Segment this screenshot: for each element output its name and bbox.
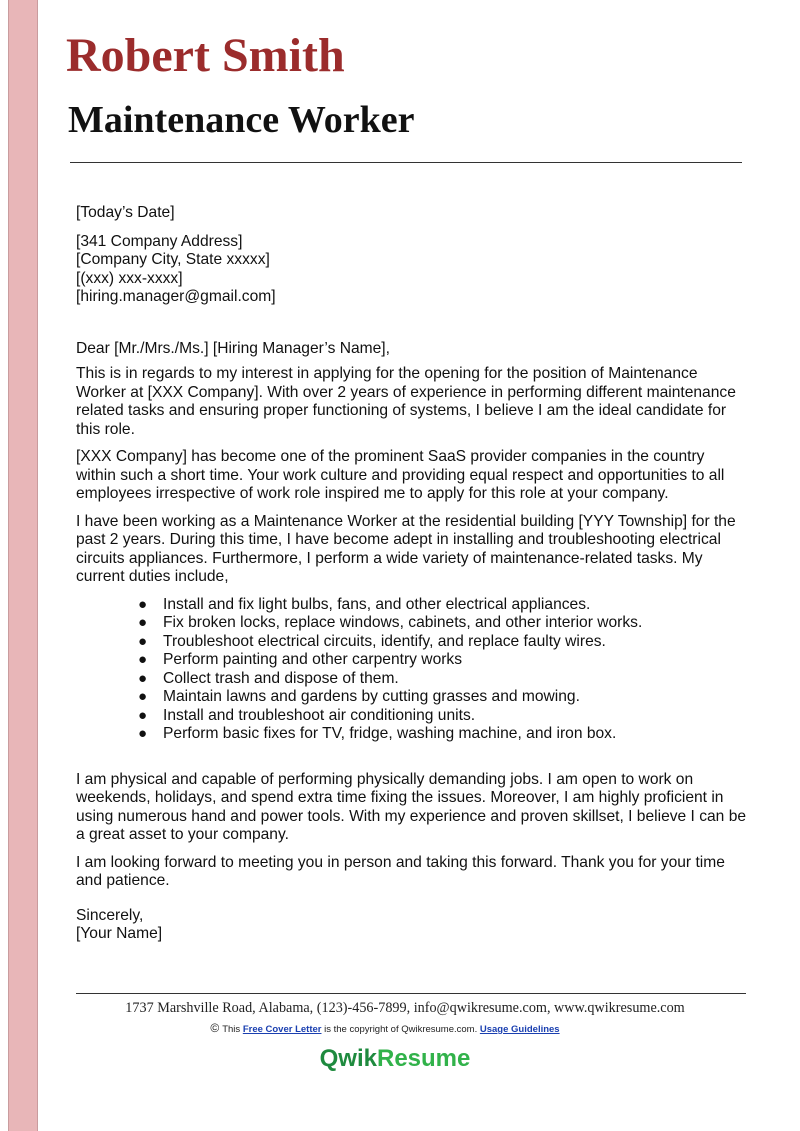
letter-body	[76, 204, 748, 944]
address-line: [(xxx) xxx-xxxx]	[76, 269, 183, 287]
footer-contact: 1737 Marshville Road, Alabama, (123)-456-7899, info@qwikresume.com, www.qwikresume.com	[125, 1000, 685, 1016]
bullet-icon: ●	[138, 725, 148, 742]
list-item	[76, 651, 748, 670]
bullet-icon: ●	[138, 688, 148, 705]
applicant-name: Robert Smith	[66, 29, 345, 82]
signature-name: [Your Name]	[76, 925, 163, 942]
address-line: [341 Company Address]	[76, 232, 243, 250]
header-divider	[70, 162, 742, 163]
bullet-icon: ●	[138, 706, 148, 724]
bullet-icon: ●	[138, 595, 148, 613]
duty-text: Troubleshoot electrical circuits, identify, and replace faulty wires.	[163, 632, 606, 650]
list-item	[76, 688, 748, 707]
paragraph-thanks: I am looking forward to meeting you in person and taking this forward. Thank you for your time and patience.	[76, 853, 725, 889]
duties-list	[76, 596, 748, 744]
duty-text: Perform painting and other carpentry works	[163, 651, 463, 668]
list-item	[76, 614, 748, 633]
footer-divider	[76, 993, 746, 994]
bullet-icon: ●	[138, 651, 148, 668]
paragraph-intro: This is in regards to my interest in applying for the opening for the position of Maintenance Worker at [XXX Company]. With over 2 years of experience in performing different maintenance related tasks and ensuring proper functioning of systems, I believe I am the ideal candidate for this role.	[76, 365, 736, 438]
qwikresume-logo[interactable]	[0, 1045, 790, 1073]
address-line: [hiring.manager@gmail.com]	[76, 288, 276, 305]
paragraph-company: [XXX Company] has become one of the prominent SaaS provider companies in the country within such a short time. Your work culture and providing equal respect and opportunities to all employees irrespective of work role inspired me to apply for this role at your company.	[76, 448, 725, 502]
copyright-prefix: This	[222, 1024, 241, 1035]
duty-text: Fix broken locks, replace windows, cabinets, and other interior works.	[163, 614, 643, 631]
duty-text: Collect trash and dispose of them.	[163, 669, 399, 687]
address-line: [Company City, State xxxxx]	[76, 251, 270, 268]
list-item	[76, 670, 748, 689]
bullet-icon: ●	[138, 614, 148, 631]
paragraph-capabilities: I am physical and capable of performing physically demanding jobs. I am open to work on weekends, holidays, and spend extra time fixing the issues. Moreover, I am highly proficient in using numerous hand and power tools. With my experience and proven skillset, I believe I can be a great asset to your company.	[76, 770, 747, 843]
paragraph-experience: I have been working as a Maintenance Worker at the residential building [YYY Township] for the past 2 years. During this time, I have become adept in installing and troubleshooting electrical circuits appliances. Furthermore, I perform a wide variety of maintenance-related tasks. My current duties include,	[76, 512, 736, 585]
copyright-notice	[0, 1021, 770, 1035]
logo-part-qwik: Qwik	[319, 1045, 377, 1072]
list-item	[76, 725, 748, 744]
list-item	[76, 596, 748, 615]
duty-text: Install and troubleshoot air conditioning units.	[163, 706, 476, 724]
bullet-icon: ●	[138, 632, 148, 650]
duty-text: Perform basic fixes for TV, fridge, washing machine, and iron box.	[163, 725, 617, 742]
free-cover-letter-link[interactable]: Free Cover Letter	[242, 1024, 322, 1035]
job-title: Maintenance Worker	[68, 99, 415, 141]
recipient-address	[76, 233, 748, 307]
salutation: Dear [Mr./Mrs./Ms.] [Hiring Manager’s Name],	[76, 339, 390, 357]
duty-text: Install and fix light bulbs, fans, and other electrical appliances.	[163, 595, 591, 613]
bullet-icon: ●	[138, 669, 148, 687]
copyright-icon: ©	[210, 1021, 220, 1035]
duty-text: Maintain lawns and gardens by cutting grasses and mowing.	[163, 688, 580, 705]
list-item	[76, 633, 748, 652]
logo-part-resume: Resume	[376, 1045, 471, 1072]
letter-date: [Today’s Date]	[76, 204, 175, 221]
copyright-middle: is the copyright of Qwikresume.com.	[324, 1024, 478, 1035]
signoff: Sincerely,	[76, 906, 144, 924]
list-item	[76, 707, 748, 726]
usage-guidelines-link[interactable]: Usage Guidelines	[479, 1024, 560, 1035]
decorative-sidebar-stripe	[8, 0, 38, 1131]
